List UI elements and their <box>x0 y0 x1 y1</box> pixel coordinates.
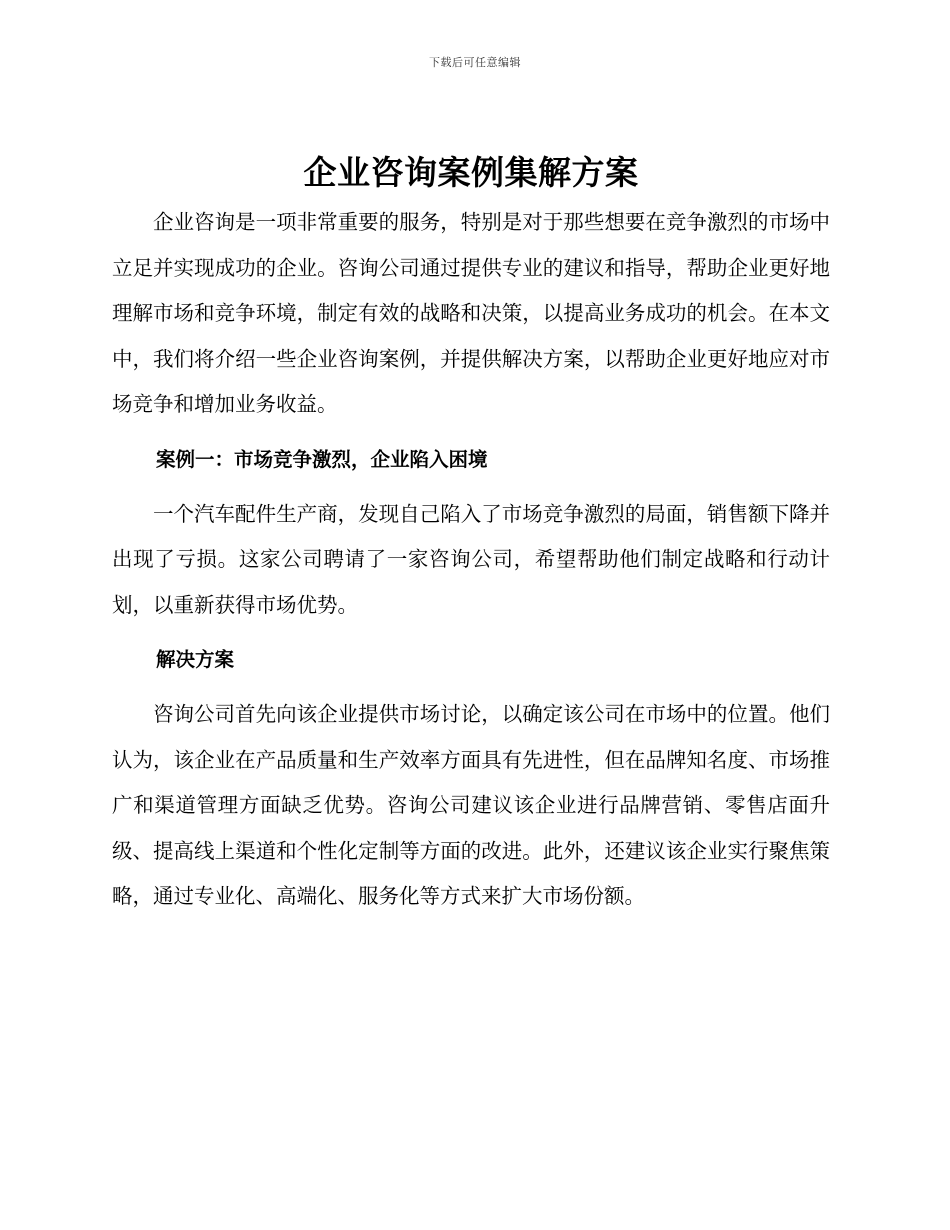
case1-heading: 案例一：市场竞争激烈，企业陷入困境 <box>156 447 488 471</box>
document-body <box>112 150 830 920</box>
solution-paragraph: 咨询公司首先向该企业提供市场讨论，以确定该公司在市场中的位置。他们认为，该企业在产品质量和生产效率方面具有先进性，但在品牌知名度、市场推广和渠道管理方面缺乏优势。咨询公司建议该企业进行品牌营销、零售店面升级、提高线上渠道和个性化定制等方面的改进。此外，还建议该企业实行聚焦策略，通过专业化、高端化、服务化等方式来扩大市场份额。 <box>112 702 830 908</box>
page-header-note: 下载后可任意编辑 <box>429 56 521 69</box>
intro-paragraph: 企业咨询是一项非常重要的服务，特别是对于那些想要在竞争激烈的市场中立足并实现成功的企业。咨询公司通过提供专业的建议和指导，帮助企业更好地理解市场和竞争环境，制定有效的战略和决策，以提高业务成功的机会。在本文中，我们将介绍一些企业咨询案例，并提供解决方案，以帮助企业更好地应对市场竞争和增加业务收益。 <box>112 210 830 416</box>
document-title: 企业咨询案例集解方案 <box>303 153 639 192</box>
case1-paragraph: 一个汽车配件生产商，发现自己陷入了市场竞争激烈的局面，销售额下降并出现了亏损。这家公司聘请了一家咨询公司，希望帮助他们制定战略和行动计划，以重新获得市场优势。 <box>112 501 830 617</box>
solution-heading: 解决方案 <box>156 648 235 671</box>
